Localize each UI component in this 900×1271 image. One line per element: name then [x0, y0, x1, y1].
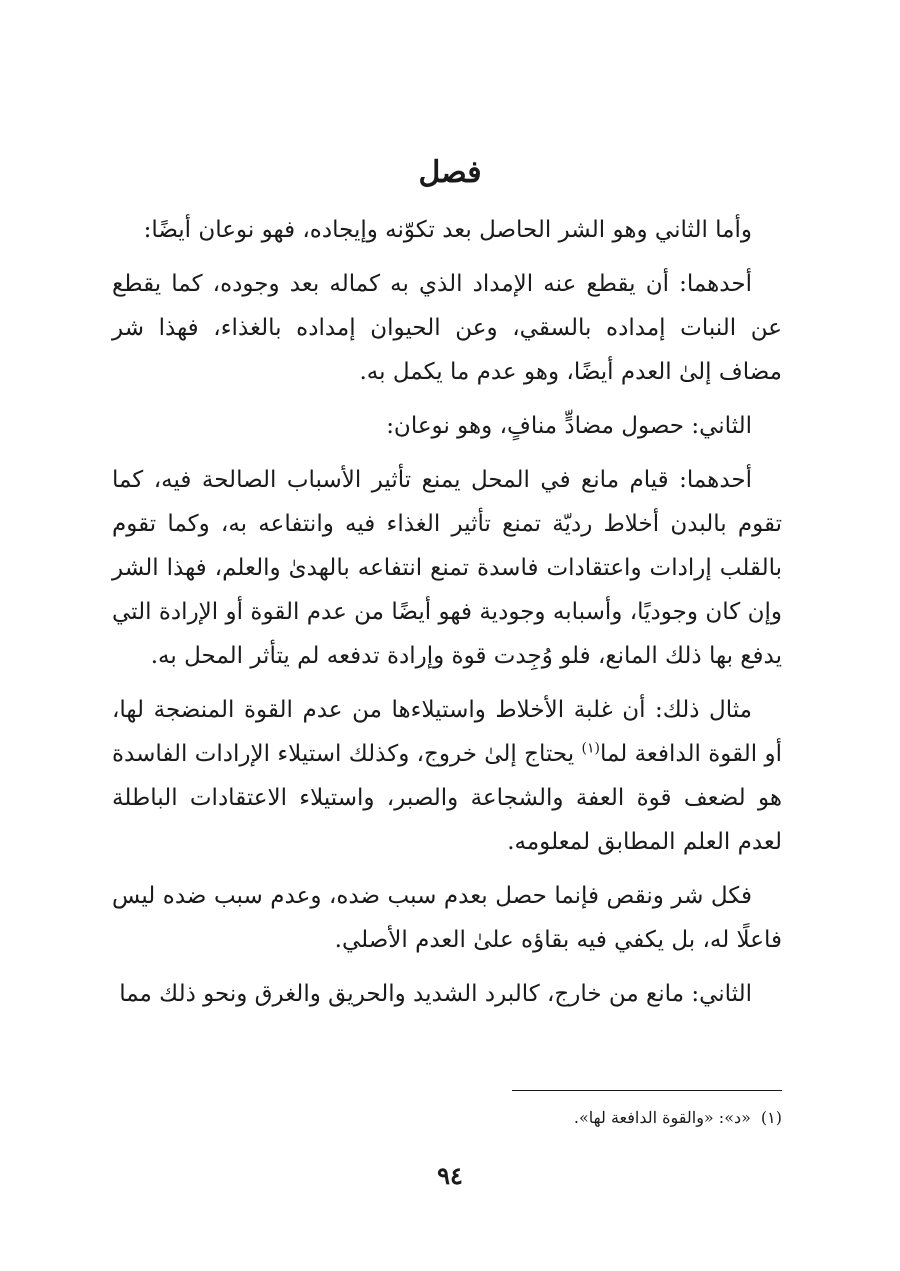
- footnote-text: «د»: «والقوة الدافعة لها».: [573, 1108, 751, 1127]
- example-text-after: يحتاج إلىٰ خروج، وكذلك استيلاء الإرادات الفاسدة هو لضعف قوة العفة والشجاعة والصبر، واستيلاء الاعتقادات الباطلة لعدم العلم المطابق لمعلومه.: [112, 741, 782, 855]
- footnote: [112, 1104, 782, 1132]
- footnote-reference[interactable]: (١): [581, 740, 600, 757]
- example-text-before: مثال ذلك: أن غلبة الأخلاط واستيلاءها من عدم القوة المنضجة لها، أو القوة الدافعة لما: [112, 697, 782, 767]
- paragraph-every-evil: فكل شر ونقص فإنما حصل بعدم سبب ضده، وعدم سبب ضده ليس فاعلًا له، بل يكفي فيه بقاؤه علىٰ العدم الأصلي.: [112, 883, 782, 953]
- paragraph-example: [112, 688, 782, 864]
- paragraph-first-type: أحدهما: أن يقطع عنه الإمداد الذي به كماله بعد وجوده، كما يقطع عن النبات إمداده بالسقي، وعن الحيوان إمداده بالغذاء، فهذا شر مضاف إلىٰ العدم أيضًا، وهو عدم ما يكمل به.: [112, 271, 782, 385]
- paragraph-external-obstacle: الثاني: مانع من خارج، كالبرد الشديد والحريق والغرق ونحو ذلك مما: [119, 981, 752, 1007]
- section-heading: فصل: [418, 155, 482, 190]
- footnote-number: (١): [760, 1108, 782, 1127]
- paragraph-internal-obstacle: أحدهما: قيام مانع في المحل يمنع تأثير الأسباب الصالحة فيه، كما تقوم بالبدن أخلاط رديّة تمنع تأثير الغذاء فيه وانتفاعه به، وكما تقوم بالقلب إرادات واعتقادات فاسدة تمنع انتفاعه بالهدىٰ والعلم، فهذا الشر وإن كان وجوديًا، وأسبابه وجودية فهو أيضًا من عدم القوة أو الإرادة التي يدفع بها ذلك المانع، فلو وُجِدت قوة وإرادة تدفعه لم يتأثر المحل به.: [112, 467, 782, 669]
- main-text: [112, 208, 782, 1026]
- paragraph-intro: وأما الثاني وهو الشر الحاصل بعد تكوّنه وإيجاده، فهو نوعان أيضًا:: [143, 217, 752, 243]
- paragraph-second-type: الثاني: حصول مضادٍّ منافٍ، وهو نوعان:: [386, 413, 752, 439]
- page-number: ٩٤: [437, 1161, 463, 1190]
- footnote-divider: [512, 1090, 782, 1091]
